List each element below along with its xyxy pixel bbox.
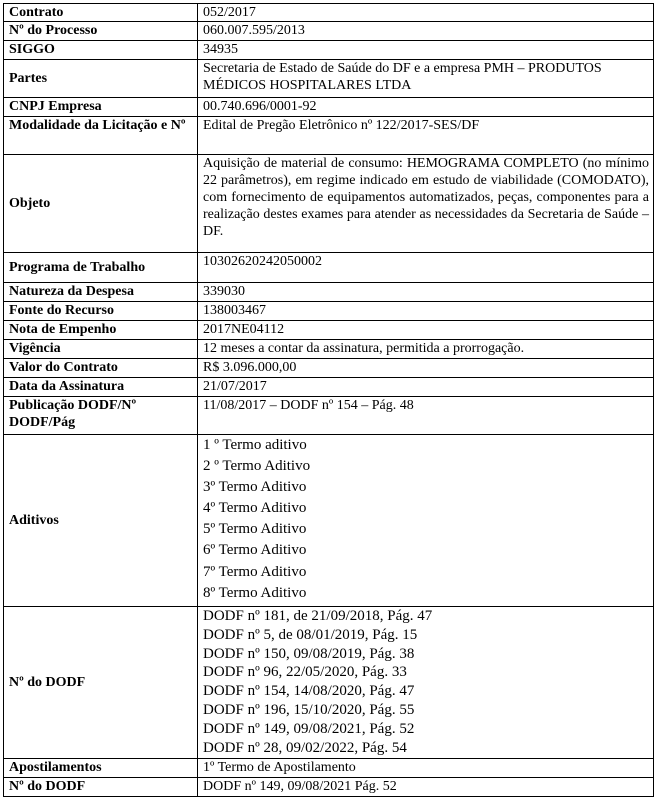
aditivo-item: 3º Termo Aditivo bbox=[203, 479, 307, 496]
label-natureza: Natureza da Despesa bbox=[4, 283, 198, 302]
label-fonte: Fonte do Recurso bbox=[4, 302, 198, 321]
label-objeto: Objeto bbox=[4, 155, 198, 253]
value-fonte: 138003467 bbox=[198, 302, 654, 321]
label-apostilamentos: Apostilamentos bbox=[4, 759, 198, 778]
row-aditivos bbox=[4, 435, 654, 607]
aditivo-item: 2 º Termo Aditivo bbox=[203, 458, 311, 475]
dodf-item: DODF nº 28, 09/02/2022, Pág. 54 bbox=[203, 739, 407, 756]
value-valor: R$ 3.096.000,00 bbox=[198, 359, 654, 378]
value-empenho: 2017NE04112 bbox=[198, 321, 654, 340]
value-modalidade: Edital de Pregão Eletrônico nº 122/2017-SES/DF bbox=[198, 117, 654, 155]
row-data-assinatura bbox=[4, 378, 654, 397]
row-contrato bbox=[4, 4, 654, 22]
dodf-item: DODF nº 5, de 08/01/2019, Pág. 15 bbox=[203, 626, 418, 643]
row-fonte bbox=[4, 302, 654, 321]
row-apostilamentos bbox=[4, 759, 654, 778]
aditivos-list bbox=[198, 435, 654, 607]
label-contrato: Contrato bbox=[4, 4, 198, 22]
row-programa bbox=[4, 253, 654, 283]
label-empenho: Nota de Empenho bbox=[4, 321, 198, 340]
row-dodf bbox=[4, 607, 654, 759]
label-data-assinatura: Data da Assinatura bbox=[4, 378, 198, 397]
row-processo bbox=[4, 22, 654, 41]
dodf-item: DODF nº 154, 14/08/2020, Pág. 47 bbox=[203, 683, 415, 700]
row-natureza bbox=[4, 283, 654, 302]
label-cnpj: CNPJ Empresa bbox=[4, 98, 198, 117]
label-modalidade: Modalidade da Licitação e Nº bbox=[4, 117, 198, 155]
label-valor: Valor do Contrato bbox=[4, 359, 198, 378]
aditivo-item: 5º Termo Aditivo bbox=[203, 521, 307, 538]
row-modalidade bbox=[4, 117, 654, 155]
dodf-item: DODF nº 196, 15/10/2020, Pág. 55 bbox=[203, 701, 415, 718]
value-apostilamentos: 1º Termo de Apostilamento bbox=[198, 759, 654, 778]
value-objeto: Aquisição de material de consumo: HEMOGRAMA COMPLETO (no mínimo 22 parâmetros), em regime indicado em estudo de viabilidade (COMODATO), com fornecimento de equipamentos automatizados, peças, componentes para a realização destes exames para atender as necessidades da Secretaria de Saúde – DF. bbox=[198, 155, 654, 253]
aditivo-item: 4º Termo Aditivo bbox=[203, 500, 307, 517]
value-data-assinatura: 21/07/2017 bbox=[198, 378, 654, 397]
row-valor bbox=[4, 359, 654, 378]
value-programa: 10302620242050002 bbox=[198, 253, 654, 283]
label-processo: Nº do Processo bbox=[4, 22, 198, 41]
dodf-item: DODF nº 96, 22/05/2020, Pág. 33 bbox=[203, 664, 407, 681]
row-dodf-final bbox=[4, 778, 654, 797]
contract-summary-table bbox=[3, 3, 654, 797]
dodf-item: DODF nº 181, de 21/09/2018, Pág. 47 bbox=[203, 608, 433, 624]
aditivo-item: 1 º Termo aditivo bbox=[203, 437, 307, 453]
aditivo-item: 7º Termo Aditivo bbox=[203, 563, 307, 580]
value-contrato: 052/2017 bbox=[198, 4, 654, 22]
value-publicacao: 11/08/2017 – DODF nº 154 – Pág. 48 bbox=[198, 397, 654, 435]
row-objeto bbox=[4, 155, 654, 253]
row-cnpj bbox=[4, 98, 654, 117]
aditivo-item: 6º Termo Aditivo bbox=[203, 542, 307, 559]
label-dodf: Nº do DODF bbox=[4, 607, 198, 759]
label-partes: Partes bbox=[4, 60, 198, 98]
value-vigencia: 12 meses a contar da assinatura, permitida a prorrogação. bbox=[198, 340, 654, 359]
value-siggo: 34935 bbox=[198, 41, 654, 60]
label-aditivos: Aditivos bbox=[4, 435, 198, 607]
aditivo-item: 8º Termo Aditivo bbox=[203, 584, 307, 601]
value-partes: Secretaria de Estado de Saúde do DF e a empresa PMH – PRODUTOS MÉDICOS HOSPITALARES LTDA bbox=[198, 60, 654, 98]
row-siggo bbox=[4, 41, 654, 60]
label-dodf-final: Nº do DODF bbox=[4, 778, 198, 797]
row-publicacao bbox=[4, 397, 654, 435]
label-vigencia: Vigência bbox=[4, 340, 198, 359]
dodf-list bbox=[198, 607, 654, 759]
label-publicacao: Publicação DODF/Nº DODF/Pág bbox=[4, 397, 198, 435]
row-empenho bbox=[4, 321, 654, 340]
label-siggo: SIGGO bbox=[4, 41, 198, 60]
value-processo: 060.007.595/2013 bbox=[198, 22, 654, 41]
row-partes bbox=[4, 60, 654, 98]
value-dodf-final: DODF nº 149, 09/08/2021 Pág. 52 bbox=[198, 778, 654, 797]
label-programa: Programa de Trabalho bbox=[4, 253, 198, 283]
dodf-item: DODF nº 150, 09/08/2019, Pág. 38 bbox=[203, 645, 415, 662]
value-natureza: 339030 bbox=[198, 283, 654, 302]
dodf-item: DODF nº 149, 09/08/2021, Pág. 52 bbox=[203, 720, 415, 737]
value-cnpj: 00.740.696/0001-92 bbox=[198, 98, 654, 117]
row-vigencia bbox=[4, 340, 654, 359]
